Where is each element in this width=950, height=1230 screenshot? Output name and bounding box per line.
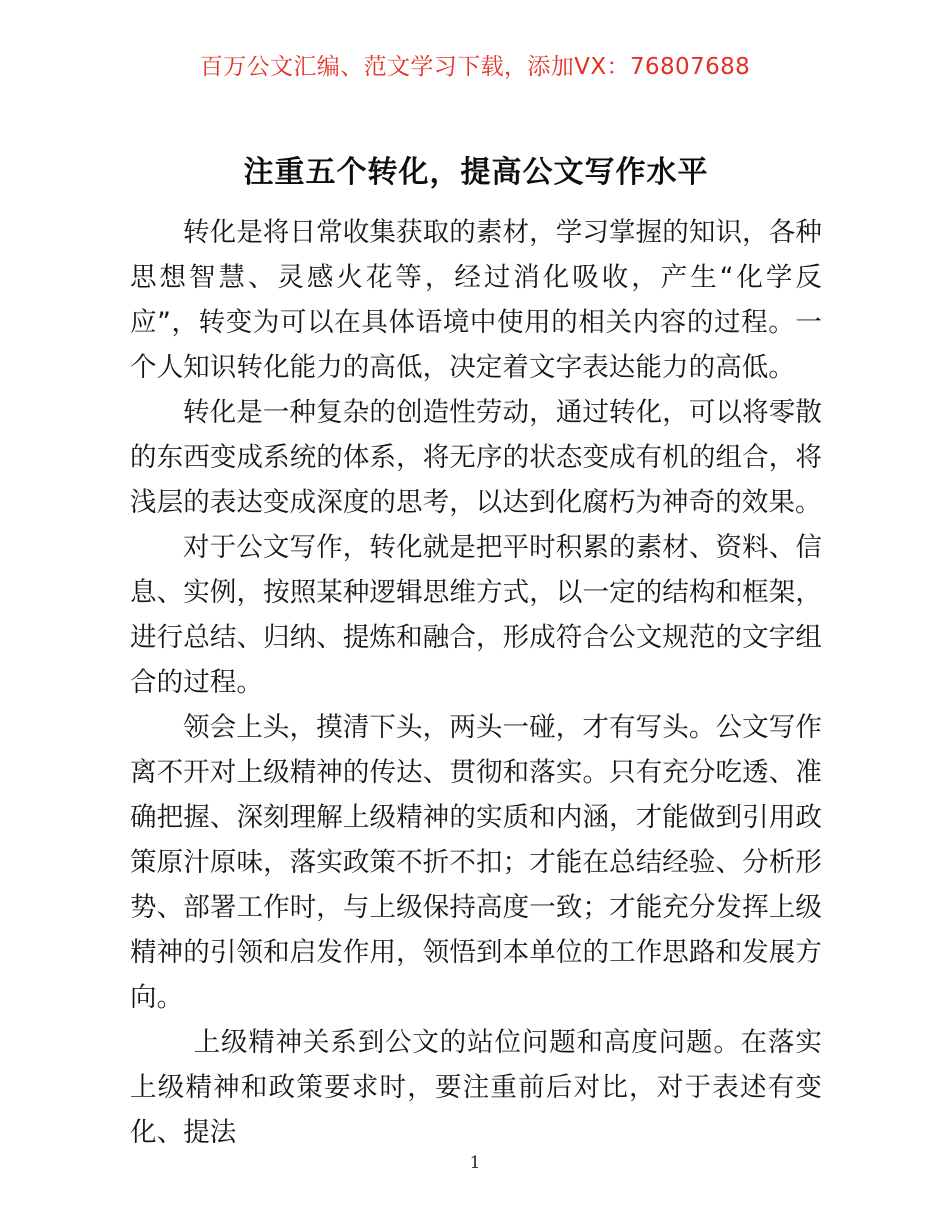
body-paragraph-4: 领会上头，摸清下头，两头一碰，才有写头。公文写作离不开对上级精神的传达、贯彻和落实。只有充分吃透、准确把握、深刻理解上级精神的实质和内涵，才能做到引用政策原汁原味，落实政策不折不扣；才能在总结经验、分析形势、部署工作时，与上级保持高度一致；才能充分发挥上级精神的引领和启发作用，领悟到本单位的工作思路和发展方向。	[130, 712, 822, 1013]
body-paragraph-1: 转化是将日常收集获取的素材，学习掌握的知识，各种思想智慧、灵感火花等，经过消化吸收，产生“化学反应”，转变为可以在具体语境中使用的相关内容的过程。一个人知识转化能力的高低，决定着文字表达能力的高低。	[130, 217, 822, 383]
page-title: 注重五个转化，提高公文写作水平	[243, 155, 709, 190]
document-body	[130, 210, 822, 1155]
body-paragraph-5: 上级精神关系到公文的站位问题和高度问题。在落实上级精神和政策要求时，要注重前后对比，对于表述有变化、提法	[130, 1027, 822, 1148]
body-paragraph-3: 对于公文写作，转化就是把平时积累的素材、资料、信息、实例，按照某种逻辑思维方式，以一定的结构和框架，进行总结、归纳、提炼和融合，形成符合公文规范的文字组合的过程。	[130, 532, 822, 698]
page-number: 1	[469, 1153, 481, 1173]
document-content	[130, 150, 822, 1155]
promo-banner-text: 百万公文汇编、范文学习下载，添加VX：76807688	[199, 54, 751, 80]
body-paragraph-2: 转化是一种复杂的创造性劳动，通过转化，可以将零散的东西变成系统的体系，将无序的状态变成有机的组合，将浅层的表达变成深度的思考，以达到化腐朽为神奇的效果。	[130, 397, 822, 518]
